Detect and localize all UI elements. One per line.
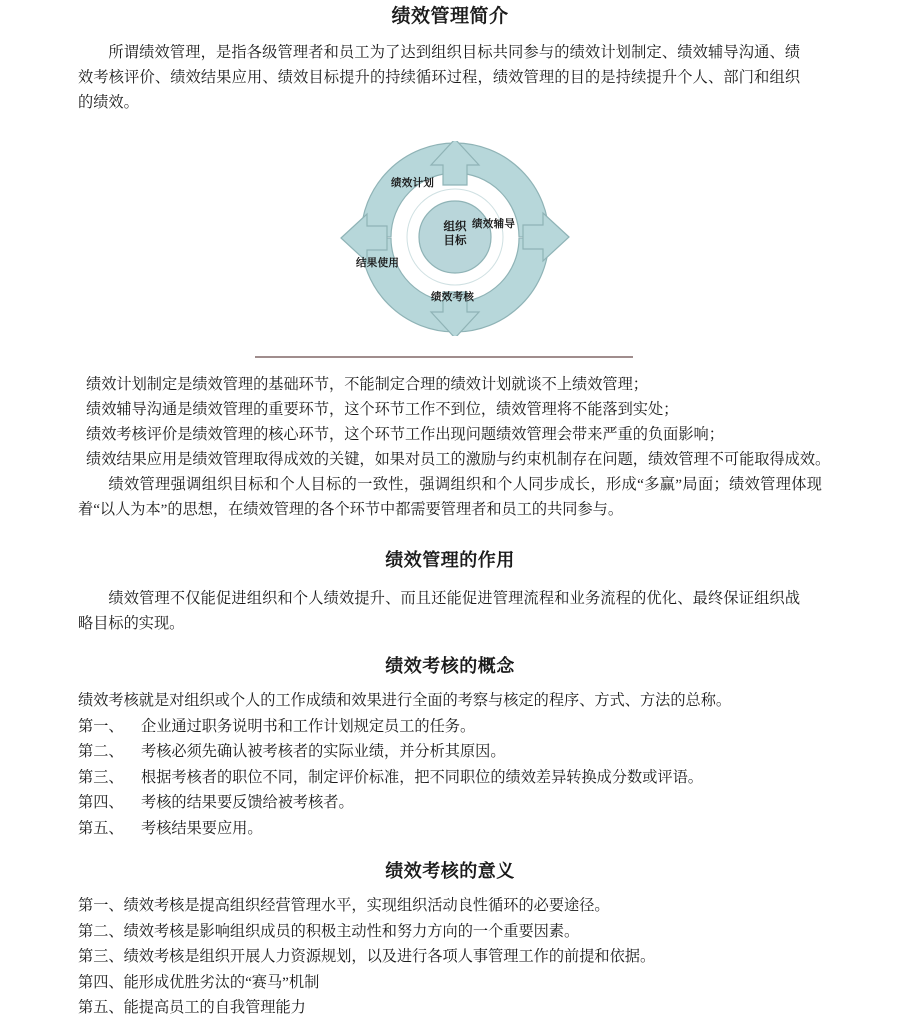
list-item [78,944,822,970]
diagram-label-plan: 绩效计划 [391,177,435,189]
list-item-marker: 第二、 [78,922,124,940]
spacer [0,883,900,893]
concept-block [0,688,900,841]
list-item-text: 考核结果要应用。 [141,819,263,837]
list-item-marker: 第三、 [78,948,124,965]
list-item-text: 能形成优胜劣汰的“赛马”机制 [123,973,320,991]
list-item-marker: 第三、 [78,768,124,786]
diagram-center-line2: 目标 [443,233,467,247]
spacer [0,115,900,141]
list-item [78,714,822,740]
spacer [0,358,900,372]
list-item [78,995,822,1021]
list-item [78,739,822,765]
meaning-block [0,893,900,1021]
section-role-paragraph: 绩效管理不仅能促进组织和个人绩效提升、而且还能促进管理流程和业务流程的优化、最终保证组织战略目标的实现。 [78,590,800,632]
spacer [0,336,900,354]
diagram-label-result: 结果使用 [356,257,400,269]
section-title-role: 绩效管理的作用 [385,550,515,570]
list-item [78,765,822,791]
diagram-center-label [424,219,486,247]
spacer [0,572,900,586]
divider-rule [255,356,633,358]
list-item-text: 根据考核者的职位不同，制定评价标准，把不同职位的绩效差异转换成分数或评语。 [141,768,703,786]
cycle-point-line: 绩效辅导沟通是绩效管理的重要环节，这个环节工作不到位，绩效管理将不能落到实处； [86,401,679,418]
spacer [0,522,900,548]
list-item-marker: 第四、 [78,973,124,991]
list-item-text: 企业通过职务说明书和工作计划规定员工的任务。 [141,717,476,735]
list-item-marker: 第五、 [78,819,124,837]
diagram-container [0,141,900,336]
list-item [78,816,822,842]
cycle-point-line: 绩效计划制定是绩效管理的基础环节，不能制定合理的绩效计划就谈不上绩效管理； [86,376,648,393]
list-item [78,893,822,919]
cycle-points-closing: 绩效管理强调组织目标和个人目标的一致性，强调组织和个人同步成长，形成“多赢”局面；绩效管理体现着“以人为本”的思想，在绩效管理的各个环节中都需要管理者和员工的共同参与。 [78,476,822,518]
list-item [78,970,822,996]
spacer [0,636,900,654]
list-item-text: 考核必须先确认被考核者的实际业绩，并分析其原因。 [141,743,506,760]
performance-cycle-diagram [339,141,571,336]
cycle-points-block [0,372,900,522]
section-title-meaning: 绩效考核的意义 [385,861,515,881]
spacer [0,841,900,859]
list-item [78,790,822,816]
spacer [0,678,900,688]
section-title-concept: 绩效考核的概念 [385,656,515,676]
concept-lead: 绩效考核就是对组织或个人的工作成绩和效果进行全面的考察与核定的程序、方式、方法的总称。 [78,692,732,709]
list-item-marker: 第一、 [78,717,124,735]
list-item [78,919,822,945]
spacer [0,30,900,40]
cycle-point-line: 绩效结果应用是绩效管理取得成效的关键，如果对员工的激励与约束机制存在问题，绩效管理不可能取得成效。 [86,451,831,468]
list-item-text: 考核的结果要反馈给被考核者。 [141,794,354,811]
list-item-marker: 第四、 [78,794,124,811]
diagram-center-line1: 组织 [443,219,467,233]
cycle-point-line: 绩效考核评价是绩效管理的核心环节，这个环节工作出现问题绩效管理会带来严重的负面影响； [86,426,724,443]
list-item-text: 能提高员工的自我管理能力 [123,999,306,1016]
list-item-text: 绩效考核是组织开展人力资源规划，以及进行各项人事管理工作的前提和依据。 [123,948,656,965]
page-title: 绩效管理简介 [391,6,509,27]
intro-paragraph: 所谓绩效管理，是指各级管理者和员工为了达到组织目标共同参与的绩效计划制定、绩效辅导沟通、绩效考核评价、绩效结果应用、绩效目标提升的持续循环过程，绩效管理的目的是持续提升个人、部门和组织的绩效。 [78,44,800,111]
list-item-marker: 第一、 [78,897,124,914]
diagram-label-assess: 绩效考核 [431,291,475,303]
document-page [0,4,900,1016]
diagram-label-coach: 绩效辅导 [472,218,516,230]
list-item-text: 绩效考核是影响组织成员的积极主动性和努力方向的一个重要因素。 [123,922,580,940]
list-item-marker: 第五、 [78,999,124,1016]
list-item-text: 绩效考核是提高组织经营管理水平，实现组织活动良性循环的必要途径。 [123,897,610,914]
list-item-marker: 第二、 [78,743,124,760]
